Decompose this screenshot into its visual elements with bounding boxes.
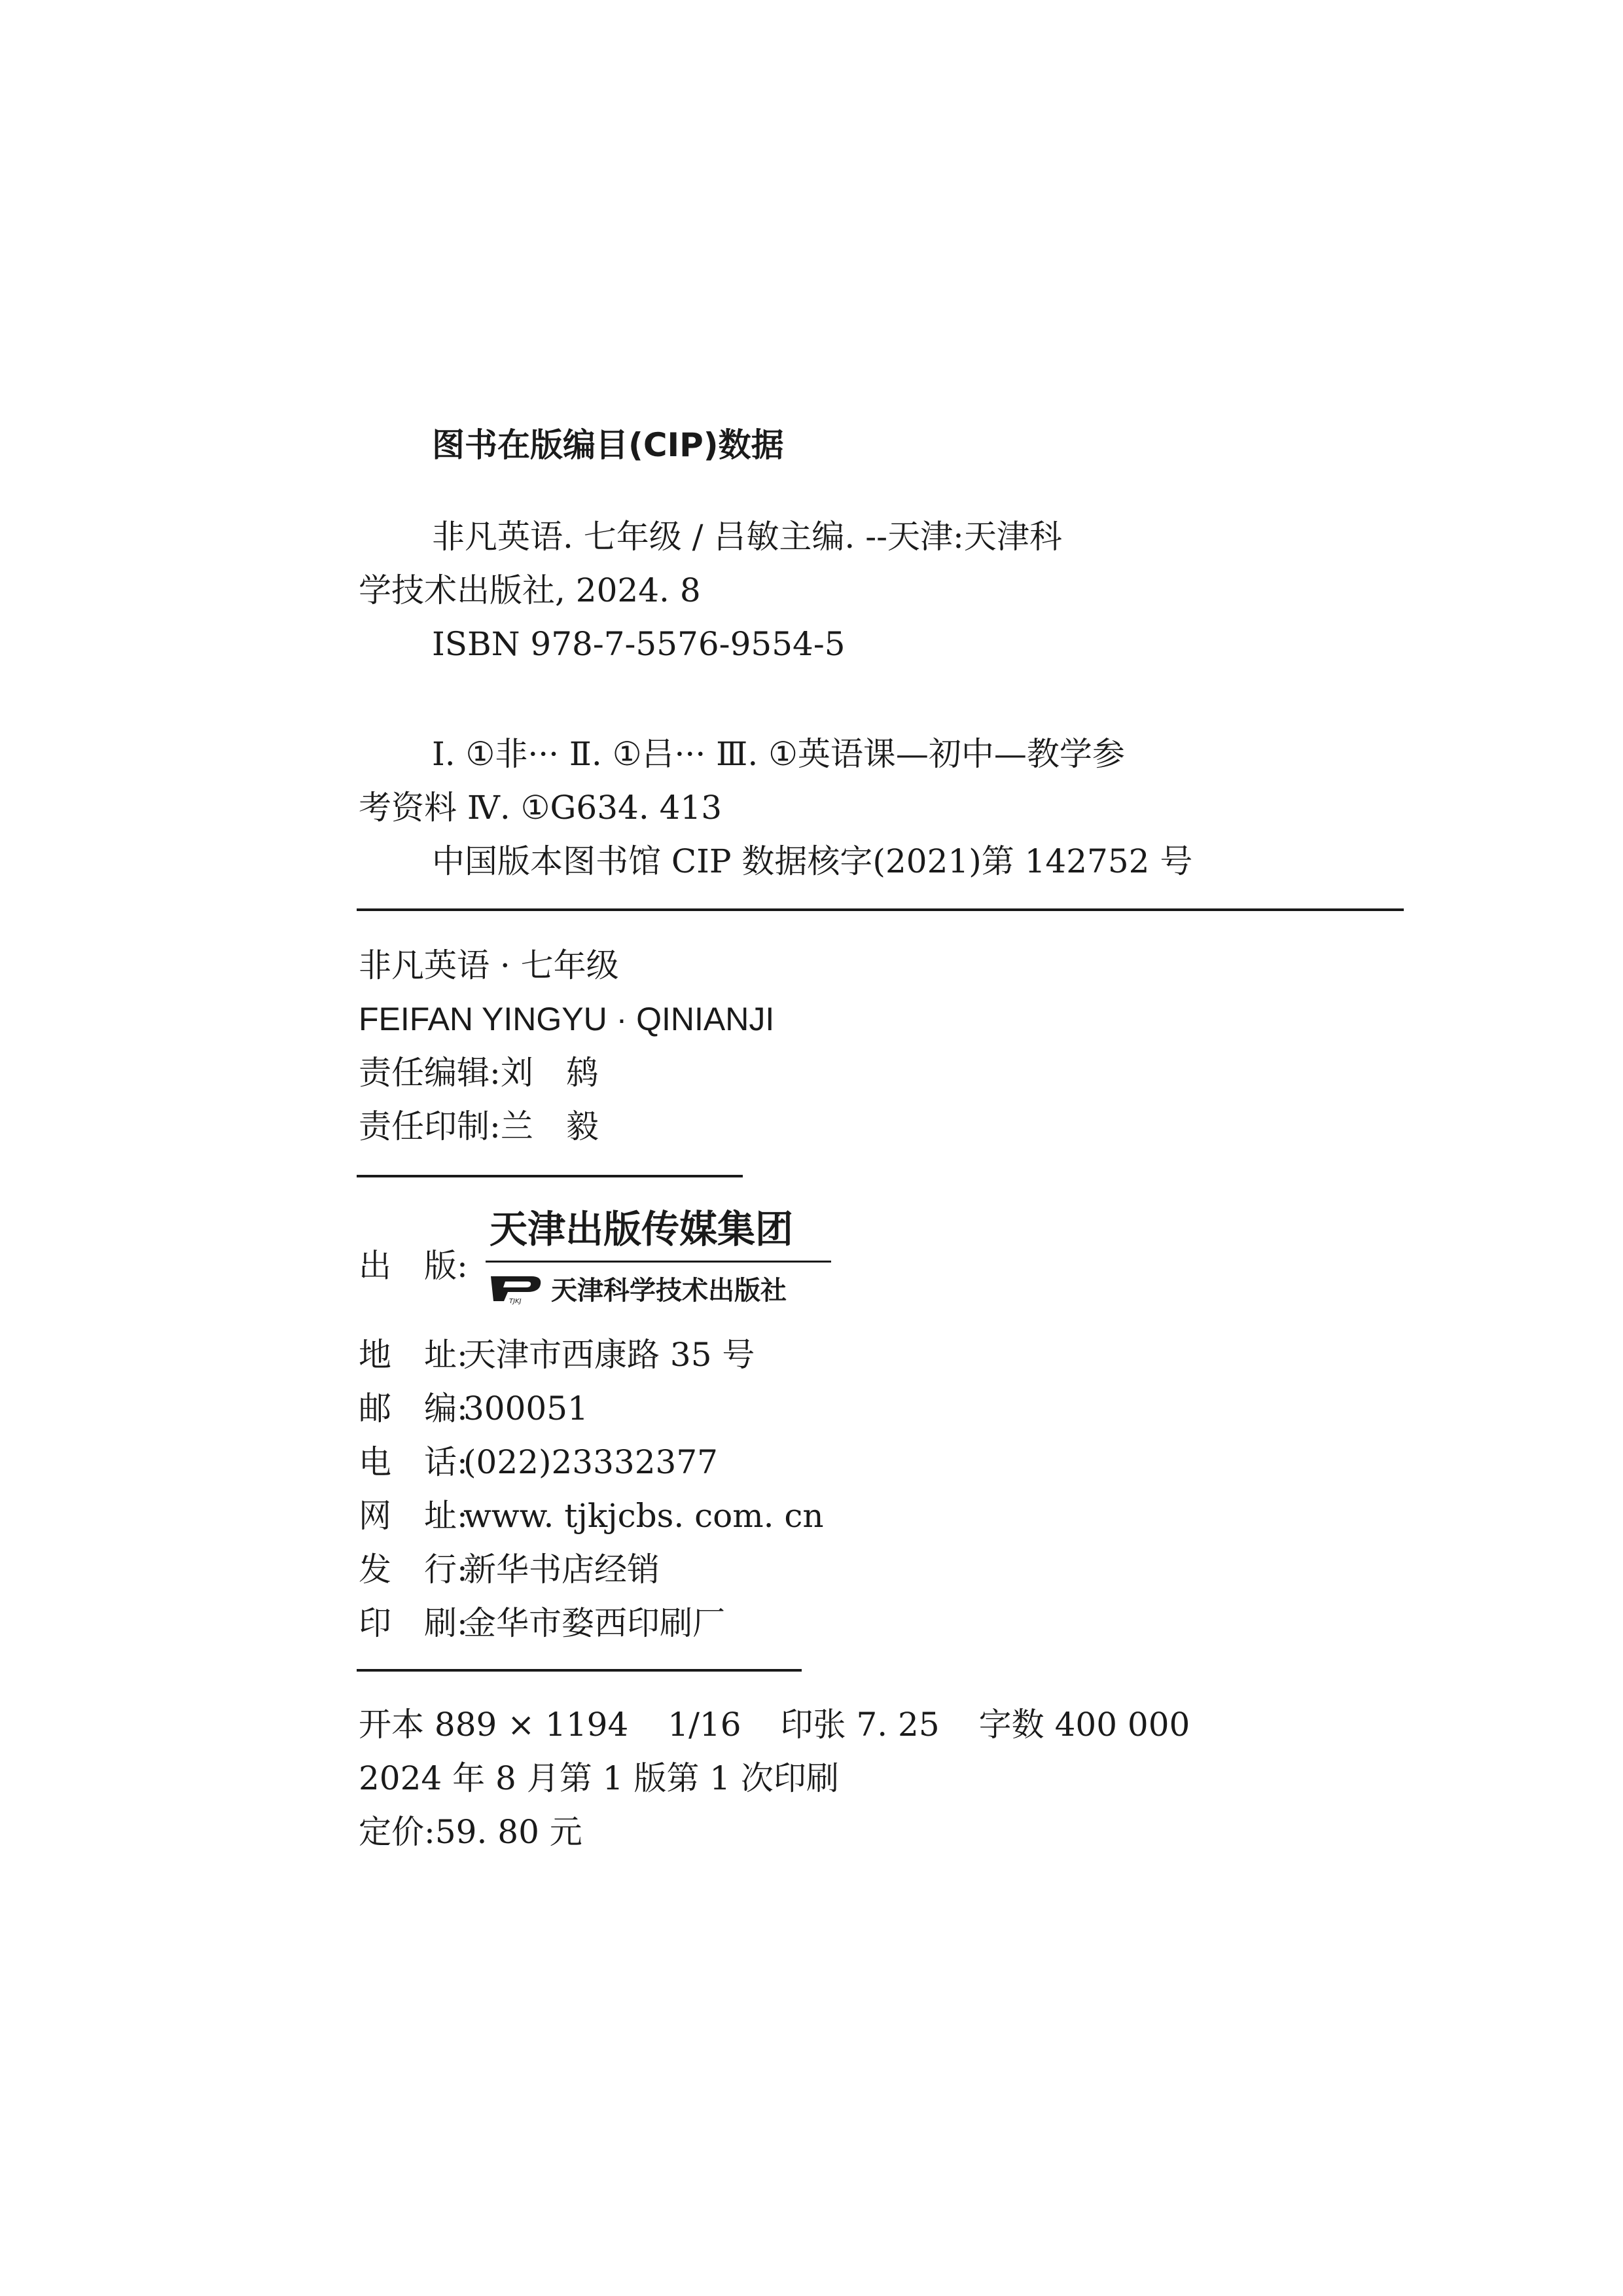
press-logo-graphic	[486, 1272, 546, 1305]
cip-heading: 图书在版编目(CIP)数据	[432, 426, 784, 464]
detail-label: 网 址:	[359, 1497, 468, 1535]
publisher-underline	[486, 1261, 831, 1263]
spec-sheets: 印张 7. 25	[780, 1706, 940, 1744]
press-logo-icon	[486, 1272, 546, 1305]
detail-postcode	[359, 1389, 588, 1428]
spec-price: 定价:59. 80 元	[359, 1813, 582, 1851]
cip-line-2: 学技术出版社, 2024. 8	[359, 571, 701, 609]
detail-label: 地 址:	[359, 1336, 468, 1374]
cip-isbn: ISBN 978-7-5576-9554-5	[432, 625, 846, 663]
publisher-press-name: 天津科学技术出版社	[551, 1276, 787, 1306]
detail-label: 印 刷:	[359, 1604, 468, 1642]
responsible-editor: 责任编辑:刘 鸫	[359, 1054, 599, 1092]
press-logo-text: TJKJ	[509, 1298, 522, 1305]
detail-value: 金华市婺西印刷厂	[463, 1604, 725, 1642]
divider-full	[357, 908, 1404, 911]
divider-short-1	[357, 1175, 743, 1177]
detail-distribution	[359, 1550, 660, 1589]
cip-classification-2: 考资料 Ⅳ. ①G634. 413	[359, 789, 722, 827]
detail-value: 新华书店经销	[463, 1551, 660, 1588]
detail-value: 300051	[463, 1390, 588, 1427]
spec-edition: 2024 年 8 月第 1 版第 1 次印刷	[359, 1759, 839, 1797]
spec-format: 开本 889 × 1194	[359, 1706, 629, 1744]
publisher-group-name: 天津出版传媒集团	[490, 1207, 794, 1251]
spec-words: 字数 400 000	[978, 1706, 1190, 1744]
spec-line	[359, 1705, 1190, 1744]
detail-website	[359, 1496, 824, 1535]
detail-value: www. tjkjcbs. com. cn	[463, 1497, 824, 1535]
detail-value: (022)23332377	[463, 1443, 718, 1481]
detail-phone	[359, 1443, 718, 1482]
book-title-cn: 非凡英语 · 七年级	[359, 946, 619, 984]
cip-classification-1: Ⅰ. ①非··· Ⅱ. ①吕··· Ⅲ. ①英语课—初中—教学参	[432, 735, 1125, 773]
detail-label: 邮 编:	[359, 1390, 468, 1427]
detail-label: 发 行:	[359, 1551, 468, 1588]
responsible-printer: 责任印制:兰 毅	[359, 1107, 599, 1145]
book-title-pinyin: FEIFAN YINGYU · QINIANJI	[359, 1001, 775, 1037]
cip-line-1: 非凡英语. 七年级 / 吕敏主编. --天津:天津科	[432, 518, 1062, 556]
detail-address	[359, 1335, 755, 1374]
publisher-label: 出 版:	[359, 1247, 468, 1285]
detail-printing	[359, 1604, 725, 1643]
detail-value: 天津市西康路 35 号	[463, 1336, 755, 1374]
detail-label: 电 话:	[359, 1443, 468, 1481]
spec-fraction: 1/16	[668, 1706, 741, 1744]
cip-library-record: 中国版本图书馆 CIP 数据核字(2021)第 142752 号	[432, 842, 1193, 880]
divider-short-2	[357, 1669, 802, 1672]
